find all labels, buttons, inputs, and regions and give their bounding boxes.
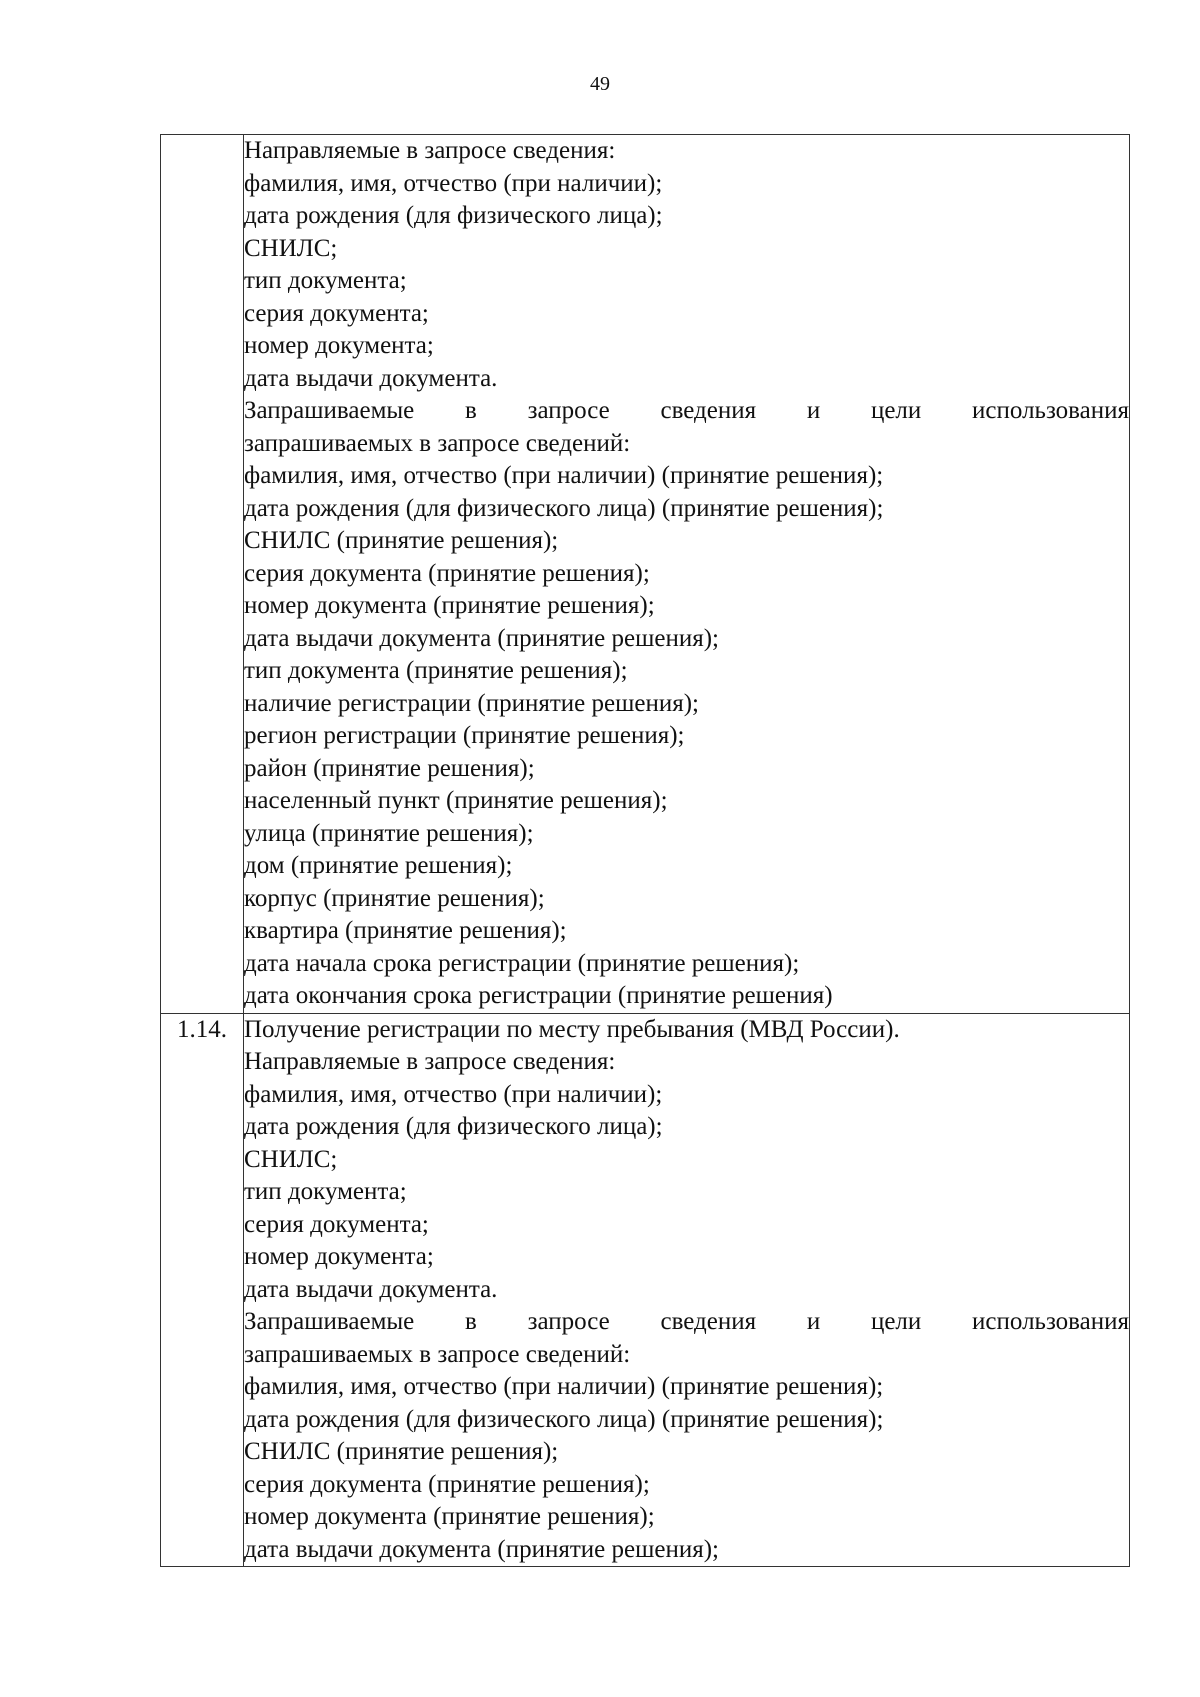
content-line: Направляемые в запросе сведения: <box>244 1048 616 1075</box>
content-line: населенный пункт (принятие решения); <box>244 787 668 814</box>
requirements-table <box>160 134 1130 1567</box>
content-line: фамилия, имя, отчество (при наличии) (принятие решения); <box>244 1373 884 1400</box>
content-line: тип документа; <box>244 267 407 294</box>
content-line: серия документа (принятие решения); <box>244 559 650 587</box>
content-line: дата рождения (для физического лица) (принятие решения); <box>244 1405 884 1433</box>
content-line: СНИЛС; <box>244 234 338 262</box>
content-line: запрашиваемых в запросе сведений: <box>244 429 631 457</box>
content-line: номер документа; <box>244 1243 434 1270</box>
content-line: Получение регистрации по месту пребывания (МВД России). <box>244 1015 900 1043</box>
content-line: СНИЛС (принятие решения); <box>244 527 559 554</box>
content-line: улица (принятие решения); <box>244 819 534 847</box>
content-line: номер документа; <box>244 332 434 359</box>
content-line: Направляемые в запросе сведения: <box>244 137 616 164</box>
content-line: дата начала срока регистрации (принятие решения); <box>244 949 800 977</box>
content-line: Запрашиваемые в запросе сведения и цели использования <box>244 397 1129 424</box>
content-line: дата выдачи документа. <box>244 364 498 392</box>
content-line: фамилия, имя, отчество (при наличии) (принятие решения); <box>244 462 884 489</box>
table-row <box>161 1013 1130 1567</box>
content-line: район (принятие решения); <box>244 754 535 782</box>
content-line: дата выдачи документа (принятие решения); <box>244 1535 719 1563</box>
content-line: фамилия, имя, отчество (при наличии); <box>244 1080 663 1108</box>
content-line: тип документа; <box>244 1178 407 1205</box>
row-content-cell <box>244 135 1130 1014</box>
content-line: СНИЛС (принятие решения); <box>244 1438 559 1465</box>
content-line: Запрашиваемые в запросе сведения и цели использования <box>244 1308 1129 1335</box>
content-line: корпус (принятие решения); <box>244 884 545 912</box>
page-number: 49 <box>590 73 610 95</box>
content-line: квартира (принятие решения); <box>244 917 567 944</box>
content-line: серия документа (принятие решения); <box>244 1470 650 1498</box>
content-line: дата рождения (для физического лица); <box>244 202 663 229</box>
content-line: запрашиваемых в запросе сведений: <box>244 1340 631 1368</box>
content-line: дата рождения (для физического лица) (принятие решения); <box>244 494 884 522</box>
row-number: 1.14. <box>177 1015 227 1043</box>
content-line: дом (принятие решения); <box>244 852 513 879</box>
row-content-cell <box>244 1013 1130 1567</box>
content-line: тип документа (принятие решения); <box>244 657 628 684</box>
content-line: дата выдачи документа. <box>244 1275 498 1303</box>
content-line: серия документа; <box>244 1210 429 1238</box>
table-row <box>161 135 1130 1014</box>
row-number-cell <box>161 135 244 1014</box>
content-line: дата выдачи документа (принятие решения); <box>244 624 719 652</box>
content-line: серия документа; <box>244 299 429 327</box>
row-number-cell <box>161 1013 244 1567</box>
content-line: фамилия, имя, отчество (при наличии); <box>244 169 663 197</box>
content-line: номер документа (принятие решения); <box>244 1503 655 1530</box>
content-line: дата рождения (для физического лица); <box>244 1113 663 1140</box>
content-line: СНИЛС; <box>244 1145 338 1173</box>
content-line: наличие регистрации (принятие решения); <box>244 689 699 717</box>
content-line: регион регистрации (принятие решения); <box>244 722 685 749</box>
table-body <box>161 135 1130 1567</box>
content-line: дата окончания срока регистрации (принятие решения) <box>244 982 833 1009</box>
content-line: номер документа (принятие решения); <box>244 592 655 619</box>
